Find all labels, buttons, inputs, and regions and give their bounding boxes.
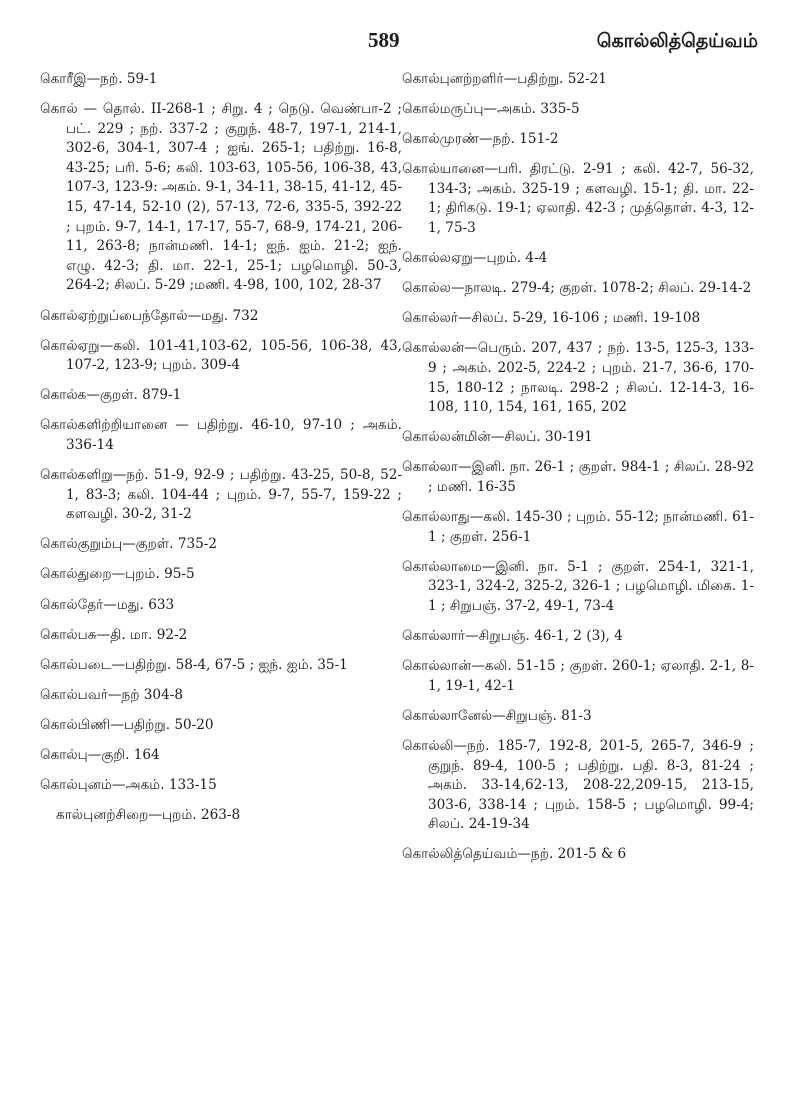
index-entry: கொல்தேர்—மது. 633 <box>40 596 175 613</box>
index-entry: கொல்லா—இனி. நா. 26-1 ; குறள். 984-1 ; சிலப். 28-92 ; மணி. 16-35 <box>402 459 754 495</box>
index-entry: கொல்க—குறள். 879-1 <box>40 387 182 404</box>
index-entry: கொல்புனற்றளிர்—பதிற்று. 52-21 <box>402 71 607 87</box>
index-entry: கொல்லன்மின்—சிலப். 30-191 <box>402 429 593 446</box>
index-entry: கொல்படை—பதிற்று. 58-4, 67-5 ; ஐந். ஐம். 35-1 <box>40 656 348 673</box>
index-entry: கொல்லார்—சிறுபஞ். 46-1, 2 (3), 4 <box>402 628 623 645</box>
index-entry: கால்புனற்சிறை—புறம். 263-8 <box>56 807 241 824</box>
index-entry: கொல் — தொல். II-268-1 ; சிறு. 4 ; நெடு. வெண்பா-2 ; பட். 229 ; நற். 337-2 ; குறுந். 48-7, 197-1, 214-1, 302-6, 304-1, 307-4 ; ஐங். 265-1; பதிற்று. 16-8, 43-25; பரி. 5-6; கலி. 103-63, 105-56, 106-38, 43, 107-3, 123-9: அகம். 9-1, 34-11, 38-15, 41-12, 45-15, 47-14, 52-10 (2), 57-13, 72-6, 335-5, 392-22 ; புறம். 9-7, 14-1, 17-17, 55-7, 68-9, 174-21, 206-11, 263-8; நான்மணி. 14-1; ஐந். ஐம். 21-2; ஐந். எழு. 42-3; தி. மா. 22-1, 25-1; பழமொழி. 50-3, 264-2; சிலப். 5-29 ;மணி. 4-98, 100, 102, 28-37 <box>40 101 402 294</box>
index-entry: கொல்புனம்—அகம். 133-15 <box>40 777 217 794</box>
index-entry: கொல்ல—நாலடி. 279-4; குறள். 1078-2; சிலப். 29-14-2 <box>402 280 752 297</box>
index-entry: கொல்குறும்பு—குறள். 735-2 <box>40 536 218 553</box>
index-entry: கொல்லான்—கலி. 51-15 ; குறள். 260-1; ஏலாதி. 2-1, 8-1, 19-1, 42-1 <box>402 658 754 694</box>
index-entry: கொல்லி—நற். 185-7, 192-8, 201-5, 265-7, 346-9 ; குறுந். 89-4, 100-5 ; பதிற்று. பதி. 8-3, 81-24 ; அகம். 33-14,62-13, 208-22,209-15, 213-15, 303-6, 338-14 ; புறம். 158-5 ; பழமொழி. 99-4; சிலப். 24-19-34 <box>402 737 754 833</box>
page-number: 589 <box>368 28 400 52</box>
index-entry: கொல்யானை—பரி. திரட்டு. 2-91 ; கலி. 42-7, 56-32, 134-3; அகம். 325-19 ; களவழி. 15-1; தி. மா. 22-1; திரிகடு. 19-1; ஏலாதி. 42-3 ; முத்தொள். 4-3, 12-1, 75-3 <box>402 161 754 237</box>
index-entry: கொல்முரண்—நற். 151-2 <box>402 131 559 148</box>
index-entry: கொல்துறை—புறம். 95-5 <box>40 566 195 583</box>
index-entry: கொல்ஏறு—கலி. 101-41,103-62, 105-56, 106-38, 43, 107-2, 123-9; புறம். 309-4 <box>40 337 402 374</box>
index-entry: கொல்பு—குறி. 164 <box>40 747 160 764</box>
index-entry: கொல்லானேல்—சிறுபஞ். 81-3 <box>402 707 592 724</box>
index-entry: கொல்லித்தெய்வம்—நற். 201-5 & 6 <box>402 846 627 863</box>
left-column <box>40 70 402 836</box>
index-entry: கொல்பசு—தி. மா. 92-2 <box>40 626 188 643</box>
right-column <box>402 70 754 876</box>
index-entry: கொல்ஏற்றுப்பைந்தோல்—மது. 732 <box>40 307 259 324</box>
index-entry: கொல்லஏறு—புறம். 4-4 <box>402 250 548 267</box>
index-entry: கொல்லாமை—இனி. நா. 5-1 ; குறள். 254-1, 321-1, 323-1, 324-2, 325-2, 326-1 ; பழமொழி. மிகை. 1-1 ; சிறுபஞ். 37-2, 49-1, 73-4 <box>402 558 754 614</box>
index-entry: கொல்லன்—பெரும். 207, 437 ; நற். 13-5, 125-3, 133-9 ; அகம். 202-5, 224-2 ; புறம். 21-7, 36-6, 170-15, 180-12 ; நாலடி. 298-2 ; சிலப். 12-14-3, 16-108, 110, 154, 161, 165, 202 <box>402 340 754 416</box>
index-entry: கொல்பவர்—நற் 304-8 <box>40 686 183 703</box>
index-entry: கொல்லர்—சிலப். 5-29, 16-106 ; மணி. 19-108 <box>402 310 701 327</box>
index-entry: கொல்களிற்றியானை — பதிற்று. 46-10, 97-10 ; அகம். 336-14 <box>40 417 402 453</box>
index-entry: கொல்களிறு—நற். 51-9, 92-9 ; பதிற்று. 43-25, 50-8, 52-1, 83-3; கலி. 104-44 ; புறம். 9-7, 55-7, 159-22 ; களவழி. 30-2, 31-2 <box>40 467 402 523</box>
index-entry: கொல்பிணி—பதிற்று. 50-20 <box>40 716 214 733</box>
running-head: கொல்லித்தெய்வம் <box>596 30 758 52</box>
index-entry: கொல்மருப்பு—அகம். 335-5 <box>402 101 580 118</box>
index-entry: கொல்லாது—கலி. 145-30 ; புறம். 55-12; நான்மணி. 61-1 ; குறள். 256-1 <box>402 509 754 545</box>
index-entry: கொரீஇ—நற். 59-1 <box>40 71 158 87</box>
